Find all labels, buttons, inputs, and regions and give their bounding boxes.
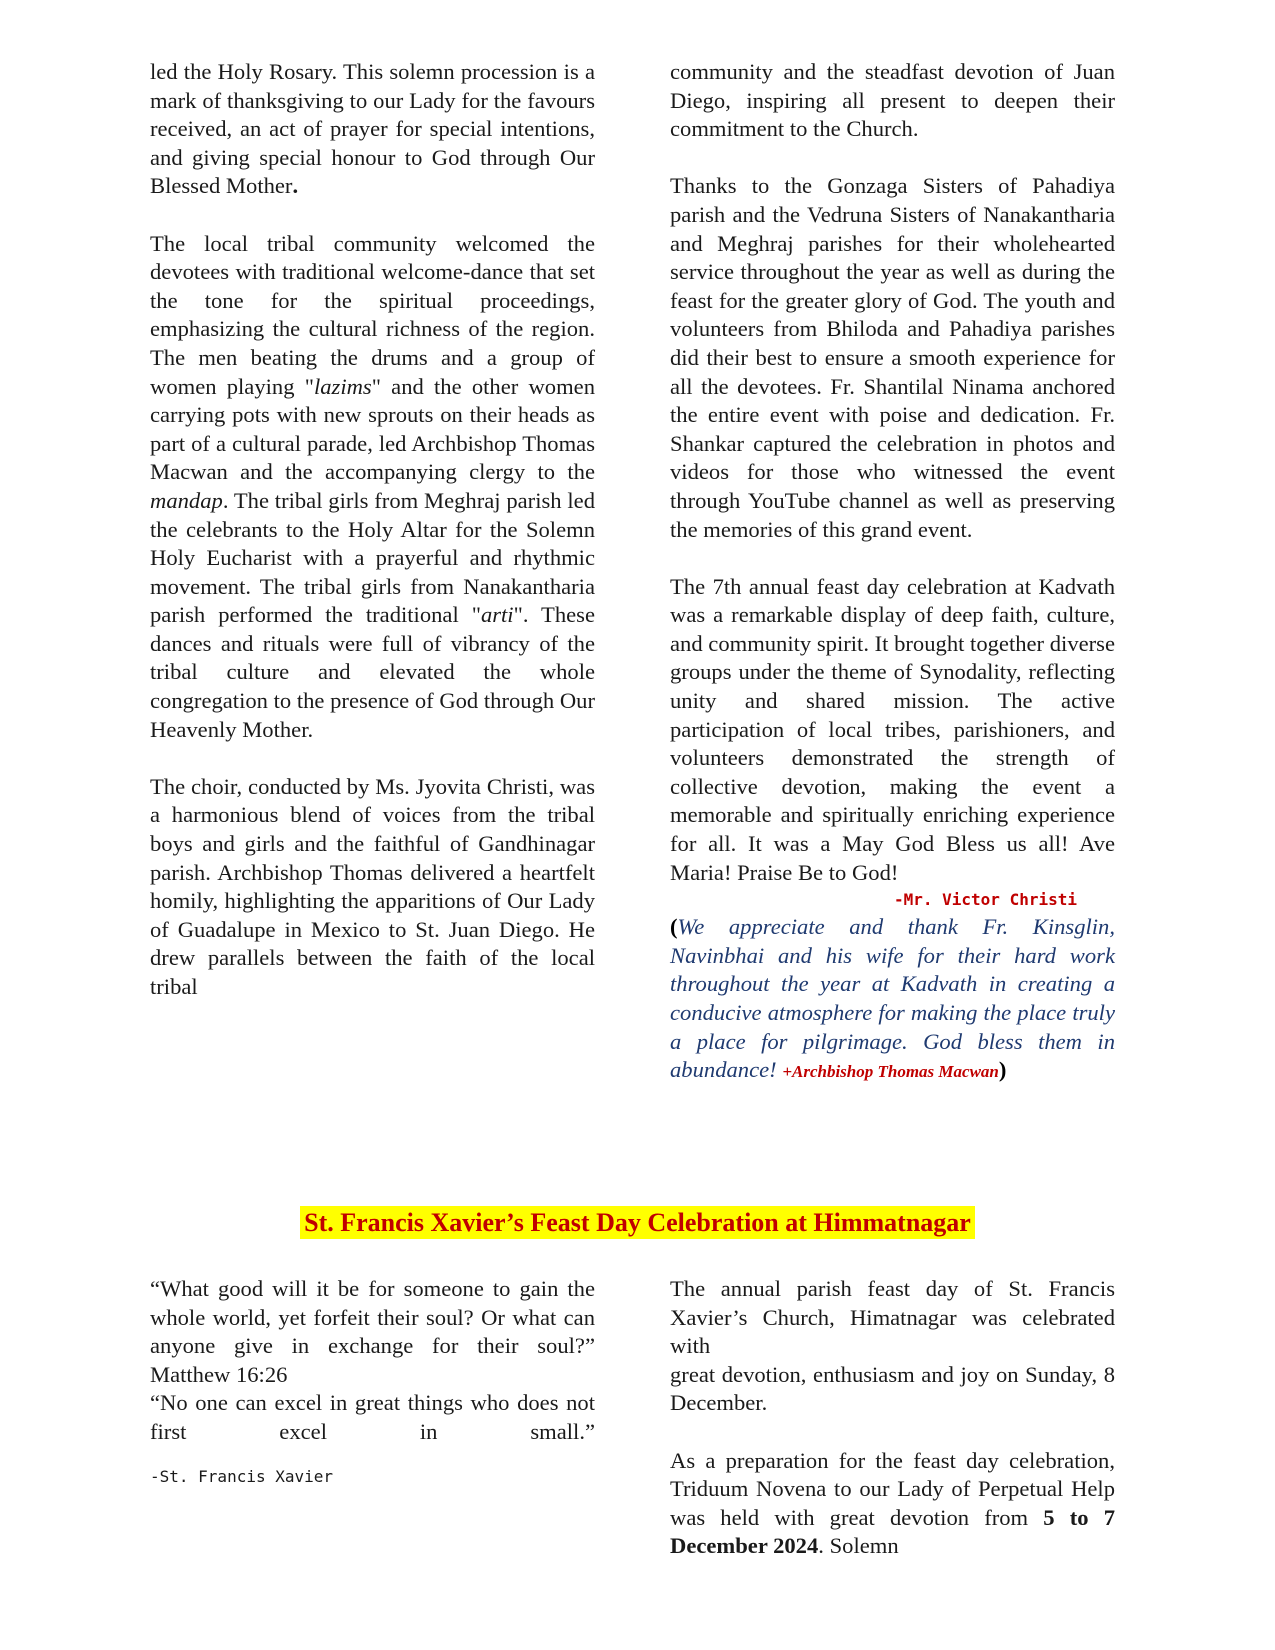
paragraph-text: The local tribal community welcomed the devotees with traditional welcome-dance that set the tone for the spiritual proceedings, emphasizing the cultural richness of the region. The men beating the drums and a group of women playing " [150,230,595,399]
right-column-top [670,58,1115,1087]
italic-term: lazims [313,373,372,399]
italic-term: arti [480,602,514,628]
paragraph-text: ". These dances and rituals were full of vibrancy of the tribal culture and elevated the whole congregation to the presence of God through Our Heavenly Mother. [150,602,595,742]
note-text: We appreciate and thank Fr. Kinsglin, Navinbhai and his wife for their hard work throughout the year at Kadvath in creating a conducive atmosphere for making the place truly a place for pilgrimage. God bless them in abundance! [670,914,1115,1083]
section-headline [0,1208,1275,1238]
headline-text: St. Francis Xavier’s Feast Day Celebration at Himmatnagar [300,1206,975,1239]
left-column-bottom [150,1275,595,1489]
paragraph-novena [670,1447,1115,1561]
paragraph-thanks: Thanks to the Gonzaga Sisters of Pahadiya parish and the Vedruna Sisters of Nanakantharia and Meghraj parishes for their wholehearted service throughout the year as well as during the feast for the greater glory of God. The youth and volunteers from Bhiloda and Pahadiya parishes did their best to ensure a smooth experience for all the devotees. Fr. Shantilal Ninama anchored the entire event with poise and dedication. Fr. Shankar captured the celebration in photos and videos for those who witnessed the event through YouTube channel as well as preserving the memories of this grand event. [670,173,1115,542]
paragraph-juan-diego: community and the steadfast devotion of Juan Diego, inspiring all present to deepen their commitment to the Church. [670,59,1115,142]
note-author: +Archbishop Thomas Macwan [782,1062,999,1082]
italic-term: mandap [150,487,223,513]
right-column-bottom [670,1275,1115,1561]
paragraph-text: . Solemn [818,1533,899,1559]
paragraph-text: great devotion, enthusiasm and joy on Sunday, 8 December. [670,1361,1115,1416]
appreciation-note [670,913,1115,1087]
paragraph-text: led the Holy Rosary. This solemn procession is a mark of thanksgiving to our Lady for the favours received, an act of prayer for special intentions, and giving special honour to God through Our Blessed Mother [150,59,595,199]
paragraph-feast-intro [670,1275,1115,1418]
note-close-paren: ) [998,1057,1007,1083]
left-column-top [150,58,595,1002]
bold-dates: 5 to 7 December 2024 [670,1504,1115,1559]
paragraph-text: " and the other women carrying pots with new sprouts on their heads as part of a cultural parade, led Archbishop Thomas Macwan and the accompanying clergy to the [150,373,595,485]
paragraph-rosary [150,58,595,201]
quote-matthew: “What good will it be for someone to gain the whole world, yet forfeit their soul? Or what can anyone give in exchange for their soul?” Matthew 16:26 [150,1276,595,1387]
paragraph-welcome-dance [150,230,595,745]
quote-xavier: “No one can excel in great things who does not first excel in small.” [150,1390,595,1444]
note-open-paren: ( [670,914,678,940]
paragraph-text: . The tribal girls from Meghraj parish led the celebrants to the Holy Altar for the Solemn Holy Eucharist with a prayerful and rhythmic movement. The tribal girls from Nanakantharia parish performed the traditional " [150,487,595,628]
author-signature: -Mr. Victor Christi [893,890,1077,910]
paragraph-text: The annual parish feast day of St. Francis Xavier’s Church, Himatnagar was celebrated with [670,1276,1115,1359]
bold-period: . [292,173,299,199]
paragraph-choir: The choir, conducted by Ms. Jyovita Christi, was a harmonious blend of voices from the tribal boys and girls and the faithful of Gandhinagar parish. Archbishop Thomas delivered a heartfelt homily, highlighting the apparitions of Our Lady of Guadalupe in Mexico to St. Juan Diego. He drew parallels between the faith of the local tribal [150,773,595,999]
paragraph-summary: The 7th annual feast day celebration at Kadvath was a remarkable display of deep faith, culture, and community spirit. It brought together diverse groups under the theme of Synodality, reflecting unity and shared mission. The active participation of local tribes, parishioners, and volunteers demonstrated the strength of collective devotion, making the event a memorable and spiritually enriching experience for all. It was a May God Bless us all! Ave Maria! Praise Be to God! [670,573,1115,885]
quote-signature: -St. Francis Xavier [150,1466,334,1486]
paragraph-text: As a preparation for the feast day celebration, Triduum Novena to our Lady of Perpetual Help was held with great devotion from [670,1447,1115,1530]
